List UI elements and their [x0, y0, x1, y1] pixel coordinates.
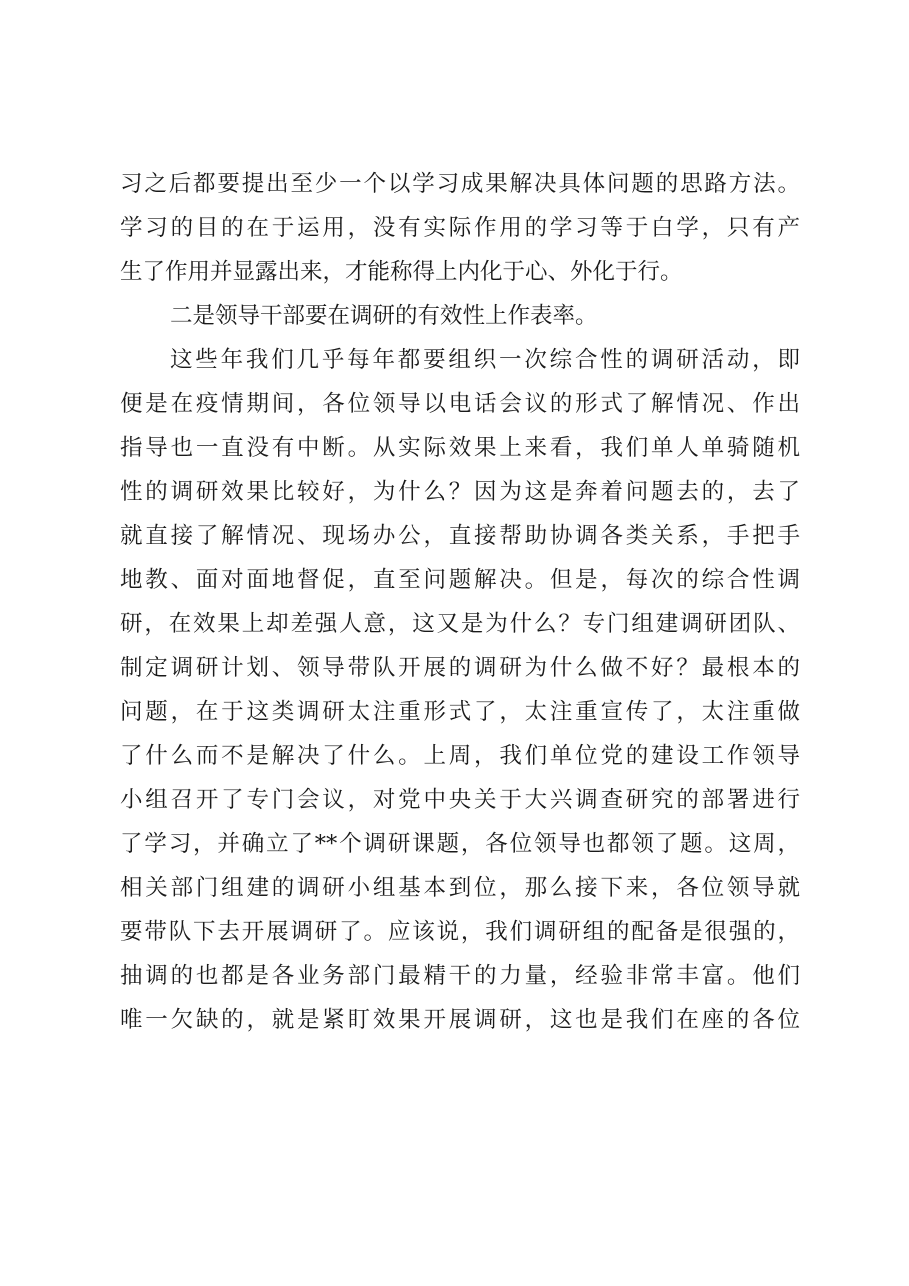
- text-line-5: 这些年我们几乎每年都要组织一次综合性的调研活动，即: [170, 347, 800, 373]
- text-line-10: 地教、面对面地督促，直至问题解决。但是，每次的综合性调: [120, 567, 800, 593]
- text-line-11: 研，在效果上却差强人意，这又是为什么？专门组建调研团队、: [120, 611, 800, 637]
- text-line-16: 了学习，并确立了**个调研课题，各位领导也都领了题。这周，: [120, 831, 800, 857]
- text-line-17: 相关部门组建的调研小组基本到位，那么接下来，各位领导就: [120, 875, 800, 901]
- text-line-8: 性的调研效果比较好，为什么？因为这是奔着问题去的，去了: [120, 479, 800, 505]
- text-line-18: 要带队下去开展调研了。应该说，我们调研组的配备是很强的，: [120, 919, 800, 945]
- text-line-20: 唯一欠缺的，就是紧盯效果开展调研，这也是我们在座的各位: [120, 1007, 800, 1033]
- text-line-13: 问题，在于这类调研太注重形式了，太注重宣传了，太注重做: [120, 699, 800, 725]
- text-line-14: 了什么而不是解决了什么。上周，我们单位党的建设工作领导: [120, 743, 800, 769]
- text-line-7: 指导也一直没有中断。从实际效果上来看，我们单人单骑随机: [120, 435, 800, 461]
- text-line-1: 习之后都要提出至少一个以学习成果解决具体问题的思路方法。: [120, 171, 800, 197]
- text-line-9: 就直接了解情况、现场办公，直接帮助协调各类关系，手把手: [120, 523, 800, 549]
- section-heading: 二是领导干部要在调研的有效性上作表率。: [170, 303, 598, 329]
- text-line-15: 小组召开了专门会议，对党中央关于大兴调查研究的部署进行: [120, 787, 800, 813]
- text-line-12: 制定调研计划、领导带队开展的调研为什么做不好？最根本的: [120, 655, 800, 681]
- text-line-3: 生了作用并显露出来，才能称得上内化于心、外化于行。: [120, 259, 683, 285]
- text-line-6: 便是在疫情期间，各位领导以电话会议的形式了解情况、作出: [120, 391, 800, 417]
- text-line-19: 抽调的也都是各业务部门最精干的力量，经验非常丰富。他们: [120, 963, 800, 989]
- text-line-2: 学习的目的在于运用，没有实际作用的学习等于白学，只有产: [120, 215, 800, 241]
